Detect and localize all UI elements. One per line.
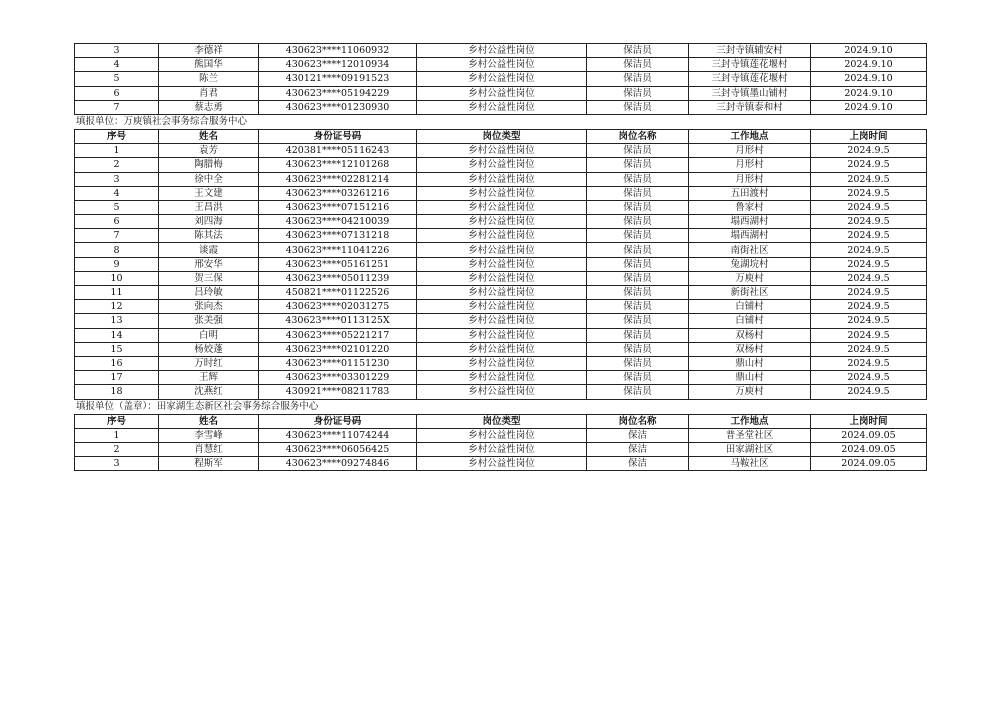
cell-post-type: 乡村公益性岗位 <box>417 86 587 100</box>
table-row <box>75 314 927 328</box>
cell-name: 熊国华 <box>159 58 259 72</box>
cell-index: 4 <box>75 186 159 200</box>
cell-post-type: 乡村公益性岗位 <box>417 457 587 471</box>
cell-post-type: 乡村公益性岗位 <box>417 385 587 399</box>
cell-id-number: 430121****09191523 <box>259 72 417 86</box>
cell-index: 9 <box>75 257 159 271</box>
cell-index: 4 <box>75 58 159 72</box>
cell-start-date: 2024.09.05 <box>811 442 927 456</box>
cell-id-number: 430623****02281214 <box>259 172 417 186</box>
header-cell-post-name: 岗位名称 <box>587 414 689 428</box>
cell-start-date: 2024.9.5 <box>811 314 927 328</box>
cell-post-type: 乡村公益性岗位 <box>417 72 587 86</box>
cell-post-type: 乡村公益性岗位 <box>417 257 587 271</box>
cell-post-name: 保洁 <box>587 442 689 456</box>
cell-post-type: 乡村公益性岗位 <box>417 158 587 172</box>
cell-index: 16 <box>75 356 159 370</box>
cell-start-date: 2024.9.5 <box>811 286 927 300</box>
header-row <box>75 129 927 143</box>
cell-post-type: 乡村公益性岗位 <box>417 356 587 370</box>
cell-start-date: 2024.9.10 <box>811 44 927 58</box>
table-row <box>75 58 927 72</box>
cell-location: 塌西湖村 <box>689 215 811 229</box>
cell-name: 贺三保 <box>159 271 259 285</box>
cell-post-type: 乡村公益性岗位 <box>417 186 587 200</box>
cell-post-name: 保洁员 <box>587 72 689 86</box>
cell-post-name: 保洁员 <box>587 172 689 186</box>
cell-name: 张美强 <box>159 314 259 328</box>
cell-name: 王昌洪 <box>159 200 259 214</box>
cell-index: 7 <box>75 229 159 243</box>
cell-location: 月形村 <box>689 172 811 186</box>
cell-index: 6 <box>75 86 159 100</box>
cell-name: 李德祥 <box>159 44 259 58</box>
cell-name: 陶腊梅 <box>159 158 259 172</box>
cell-name: 肖慧红 <box>159 442 259 456</box>
header-cell-id-number: 身份证号码 <box>259 414 417 428</box>
cell-location: 月形村 <box>689 144 811 158</box>
cell-location: 马鞍社区 <box>689 457 811 471</box>
cell-post-type: 乡村公益性岗位 <box>417 371 587 385</box>
cell-post-type: 乡村公益性岗位 <box>417 200 587 214</box>
cell-location: 五田渡村 <box>689 186 811 200</box>
table-row <box>75 100 927 114</box>
cell-name: 肖君 <box>159 86 259 100</box>
cell-name: 蔡志勇 <box>159 100 259 114</box>
cell-post-type: 乡村公益性岗位 <box>417 328 587 342</box>
cell-id-number: 420381****05116243 <box>259 144 417 158</box>
cell-index: 2 <box>75 442 159 456</box>
cell-start-date: 2024.9.5 <box>811 172 927 186</box>
cell-id-number: 430623****12010934 <box>259 58 417 72</box>
cell-location: 三封寺镇辅安村 <box>689 44 811 58</box>
table-row <box>75 356 927 370</box>
cell-location: 新街社区 <box>689 286 811 300</box>
cell-post-type: 乡村公益性岗位 <box>417 342 587 356</box>
header-cell-start-date: 上岗时间 <box>811 129 927 143</box>
cell-id-number: 430623****07151216 <box>259 200 417 214</box>
cell-start-date: 2024.9.5 <box>811 229 927 243</box>
table-row <box>75 200 927 214</box>
table-row <box>75 342 927 356</box>
cell-id-number: 430623****05194229 <box>259 86 417 100</box>
cell-post-name: 保洁 <box>587 428 689 442</box>
cell-start-date: 2024.9.5 <box>811 371 927 385</box>
cell-location: 田家湖社区 <box>689 442 811 456</box>
cell-location: 三封寺镇莲花堰村 <box>689 72 811 86</box>
table-row <box>75 286 927 300</box>
table-row <box>75 86 927 100</box>
cell-post-type: 乡村公益性岗位 <box>417 243 587 257</box>
cell-name: 王文建 <box>159 186 259 200</box>
cell-start-date: 2024.9.5 <box>811 158 927 172</box>
cell-start-date: 2024.9.5 <box>811 342 927 356</box>
cell-name: 王辉 <box>159 371 259 385</box>
cell-location: 双杨村 <box>689 328 811 342</box>
cell-location: 月形村 <box>689 158 811 172</box>
cell-id-number: 430623****0113125X <box>259 314 417 328</box>
cell-id-number: 430623****01230930 <box>259 100 417 114</box>
cell-post-name: 保洁 <box>587 457 689 471</box>
cell-id-number: 450821****01122526 <box>259 286 417 300</box>
cell-start-date: 2024.9.5 <box>811 144 927 158</box>
header-cell-post-type: 岗位类型 <box>417 129 587 143</box>
reporting-unit-label: 填报单位：万庾镇社会事务综合服务中心 <box>76 115 248 127</box>
table-body <box>75 44 927 115</box>
cell-post-name: 保洁员 <box>587 186 689 200</box>
cell-start-date: 2024.9.10 <box>811 100 927 114</box>
cell-location: 南街社区 <box>689 243 811 257</box>
table-row <box>75 215 927 229</box>
cell-start-date: 2024.9.5 <box>811 356 927 370</box>
cell-location: 塌西湖村 <box>689 229 811 243</box>
cell-name: 沈燕红 <box>159 385 259 399</box>
cell-start-date: 2024.9.5 <box>811 215 927 229</box>
cell-post-name: 保洁员 <box>587 342 689 356</box>
table-row <box>75 158 927 172</box>
cell-location: 万庾村 <box>689 385 811 399</box>
cell-start-date: 2024.09.05 <box>811 457 927 471</box>
cell-post-name: 保洁员 <box>587 300 689 314</box>
cell-index: 8 <box>75 243 159 257</box>
cell-index: 3 <box>75 44 159 58</box>
header-cell-name: 姓名 <box>159 414 259 428</box>
cell-location: 普圣堂社区 <box>689 428 811 442</box>
cell-post-type: 乡村公益性岗位 <box>417 428 587 442</box>
cell-index: 14 <box>75 328 159 342</box>
header-cell-post-type: 岗位类型 <box>417 414 587 428</box>
cell-id-number: 430623****05011239 <box>259 271 417 285</box>
cell-location: 三封寺镇莲花堰村 <box>689 58 811 72</box>
cell-location: 三封寺镇泰和村 <box>689 100 811 114</box>
cell-post-name: 保洁员 <box>587 215 689 229</box>
cell-post-type: 乡村公益性岗位 <box>417 442 587 456</box>
cell-location: 双杨村 <box>689 342 811 356</box>
cell-index: 13 <box>75 314 159 328</box>
cell-name: 杨姣蓬 <box>159 342 259 356</box>
cell-id-number: 430623****11060932 <box>259 44 417 58</box>
cell-index: 17 <box>75 371 159 385</box>
cell-start-date: 2024.9.5 <box>811 271 927 285</box>
cell-start-date: 2024.9.5 <box>811 300 927 314</box>
cell-id-number: 430921****08211783 <box>259 385 417 399</box>
table-row <box>75 144 927 158</box>
cell-index: 11 <box>75 286 159 300</box>
table-header <box>75 414 927 428</box>
cell-post-name: 保洁员 <box>587 328 689 342</box>
cell-id-number: 430623****04210039 <box>259 215 417 229</box>
cell-location: 鲁家村 <box>689 200 811 214</box>
cell-post-name: 保洁员 <box>587 286 689 300</box>
cell-name: 吕玲敏 <box>159 286 259 300</box>
cell-id-number: 430623****11041226 <box>259 243 417 257</box>
cell-post-type: 乡村公益性岗位 <box>417 172 587 186</box>
table-section-1 <box>74 43 927 115</box>
table-section-2 <box>74 129 927 400</box>
cell-name: 袁芳 <box>159 144 259 158</box>
table-row <box>75 442 927 456</box>
cell-start-date: 2024.9.10 <box>811 72 927 86</box>
cell-start-date: 2024.9.5 <box>811 257 927 271</box>
cell-start-date: 2024.9.5 <box>811 186 927 200</box>
cell-index: 7 <box>75 100 159 114</box>
cell-location: 白铺村 <box>689 314 811 328</box>
cell-start-date: 2024.9.5 <box>811 328 927 342</box>
cell-post-name: 保洁员 <box>587 200 689 214</box>
cell-id-number: 430623****06056425 <box>259 442 417 456</box>
cell-index: 6 <box>75 215 159 229</box>
cell-post-name: 保洁员 <box>587 86 689 100</box>
cell-post-type: 乡村公益性岗位 <box>417 229 587 243</box>
table-row <box>75 72 927 86</box>
cell-start-date: 2024.9.5 <box>811 385 927 399</box>
cell-index: 5 <box>75 200 159 214</box>
table-row <box>75 44 927 58</box>
header-cell-start-date: 上岗时间 <box>811 414 927 428</box>
table-row <box>75 243 927 257</box>
cell-post-name: 保洁员 <box>587 385 689 399</box>
cell-post-type: 乡村公益性岗位 <box>417 215 587 229</box>
cell-name: 程斯军 <box>159 457 259 471</box>
cell-index: 3 <box>75 457 159 471</box>
cell-post-name: 保洁员 <box>587 100 689 114</box>
cell-name: 徐中全 <box>159 172 259 186</box>
cell-start-date: 2024.9.5 <box>811 200 927 214</box>
table-row <box>75 371 927 385</box>
cell-post-name: 保洁员 <box>587 158 689 172</box>
table-row <box>75 186 927 200</box>
header-cell-name: 姓名 <box>159 129 259 143</box>
header-cell-location: 工作地点 <box>689 129 811 143</box>
cell-id-number: 430623****12101268 <box>259 158 417 172</box>
header-cell-index: 序号 <box>75 414 159 428</box>
header-row <box>75 414 927 428</box>
table-row <box>75 172 927 186</box>
cell-post-type: 乡村公益性岗位 <box>417 314 587 328</box>
cell-id-number: 430623****07131218 <box>259 229 417 243</box>
cell-post-name: 保洁员 <box>587 314 689 328</box>
document-sheet <box>74 43 926 471</box>
cell-location: 白铺村 <box>689 300 811 314</box>
header-cell-location: 工作地点 <box>689 414 811 428</box>
cell-post-type: 乡村公益性岗位 <box>417 100 587 114</box>
cell-location: 兔湖垸村 <box>689 257 811 271</box>
table-row <box>75 385 927 399</box>
cell-index: 10 <box>75 271 159 285</box>
cell-post-name: 保洁员 <box>587 58 689 72</box>
cell-index: 15 <box>75 342 159 356</box>
cell-post-type: 乡村公益性岗位 <box>417 144 587 158</box>
cell-id-number: 430623****09274846 <box>259 457 417 471</box>
cell-location: 三封寺镇墨山铺村 <box>689 86 811 100</box>
cell-start-date: 2024.9.10 <box>811 58 927 72</box>
table-row <box>75 229 927 243</box>
table-header <box>75 129 927 143</box>
cell-start-date: 2024.9.10 <box>811 86 927 100</box>
cell-id-number: 430623****02031275 <box>259 300 417 314</box>
cell-name: 谈霞 <box>159 243 259 257</box>
cell-name: 陈其法 <box>159 229 259 243</box>
cell-post-name: 保洁员 <box>587 271 689 285</box>
table-row <box>75 271 927 285</box>
cell-name: 白明 <box>159 328 259 342</box>
table-row <box>75 457 927 471</box>
cell-name: 张向杰 <box>159 300 259 314</box>
cell-name: 邢安华 <box>159 257 259 271</box>
table-body <box>75 428 927 471</box>
cell-post-name: 保洁员 <box>587 356 689 370</box>
cell-id-number: 430623****03301229 <box>259 371 417 385</box>
table-section-3 <box>74 414 927 472</box>
cell-index: 1 <box>75 144 159 158</box>
cell-id-number: 430623****05221217 <box>259 328 417 342</box>
cell-index: 12 <box>75 300 159 314</box>
cell-id-number: 430623****05161251 <box>259 257 417 271</box>
cell-post-type: 乡村公益性岗位 <box>417 44 587 58</box>
cell-id-number: 430623****03261216 <box>259 186 417 200</box>
cell-index: 18 <box>75 385 159 399</box>
cell-post-name: 保洁员 <box>587 229 689 243</box>
cell-post-type: 乡村公益性岗位 <box>417 58 587 72</box>
cell-start-date: 2024.9.5 <box>811 243 927 257</box>
cell-index: 2 <box>75 158 159 172</box>
header-cell-id-number: 身份证号码 <box>259 129 417 143</box>
cell-name: 万时红 <box>159 356 259 370</box>
cell-id-number: 430623****11074244 <box>259 428 417 442</box>
cell-name: 刘四海 <box>159 215 259 229</box>
cell-location: 鼎山村 <box>689 356 811 370</box>
cell-post-type: 乡村公益性岗位 <box>417 300 587 314</box>
cell-location: 鼎山村 <box>689 371 811 385</box>
table-row <box>75 428 927 442</box>
cell-name: 陈兰 <box>159 72 259 86</box>
table-row <box>75 257 927 271</box>
cell-post-name: 保洁员 <box>587 44 689 58</box>
cell-post-name: 保洁员 <box>587 257 689 271</box>
table-body <box>75 144 927 399</box>
cell-start-date: 2024.09.05 <box>811 428 927 442</box>
table-row <box>75 300 927 314</box>
cell-location: 万庾村 <box>689 271 811 285</box>
cell-index: 5 <box>75 72 159 86</box>
table-row <box>75 328 927 342</box>
cell-id-number: 430623****01151230 <box>259 356 417 370</box>
cell-post-name: 保洁员 <box>587 144 689 158</box>
header-cell-post-name: 岗位名称 <box>587 129 689 143</box>
cell-id-number: 430623****02101220 <box>259 342 417 356</box>
cell-index: 3 <box>75 172 159 186</box>
header-cell-index: 序号 <box>75 129 159 143</box>
reporting-unit-label: 填报单位（盖章）：田家湖生态新区社会事务综合服务中心 <box>76 400 319 412</box>
cell-post-type: 乡村公益性岗位 <box>417 286 587 300</box>
cell-index: 1 <box>75 428 159 442</box>
cell-name: 李雪峰 <box>159 428 259 442</box>
cell-post-type: 乡村公益性岗位 <box>417 271 587 285</box>
cell-post-name: 保洁员 <box>587 371 689 385</box>
cell-post-name: 保洁员 <box>587 243 689 257</box>
